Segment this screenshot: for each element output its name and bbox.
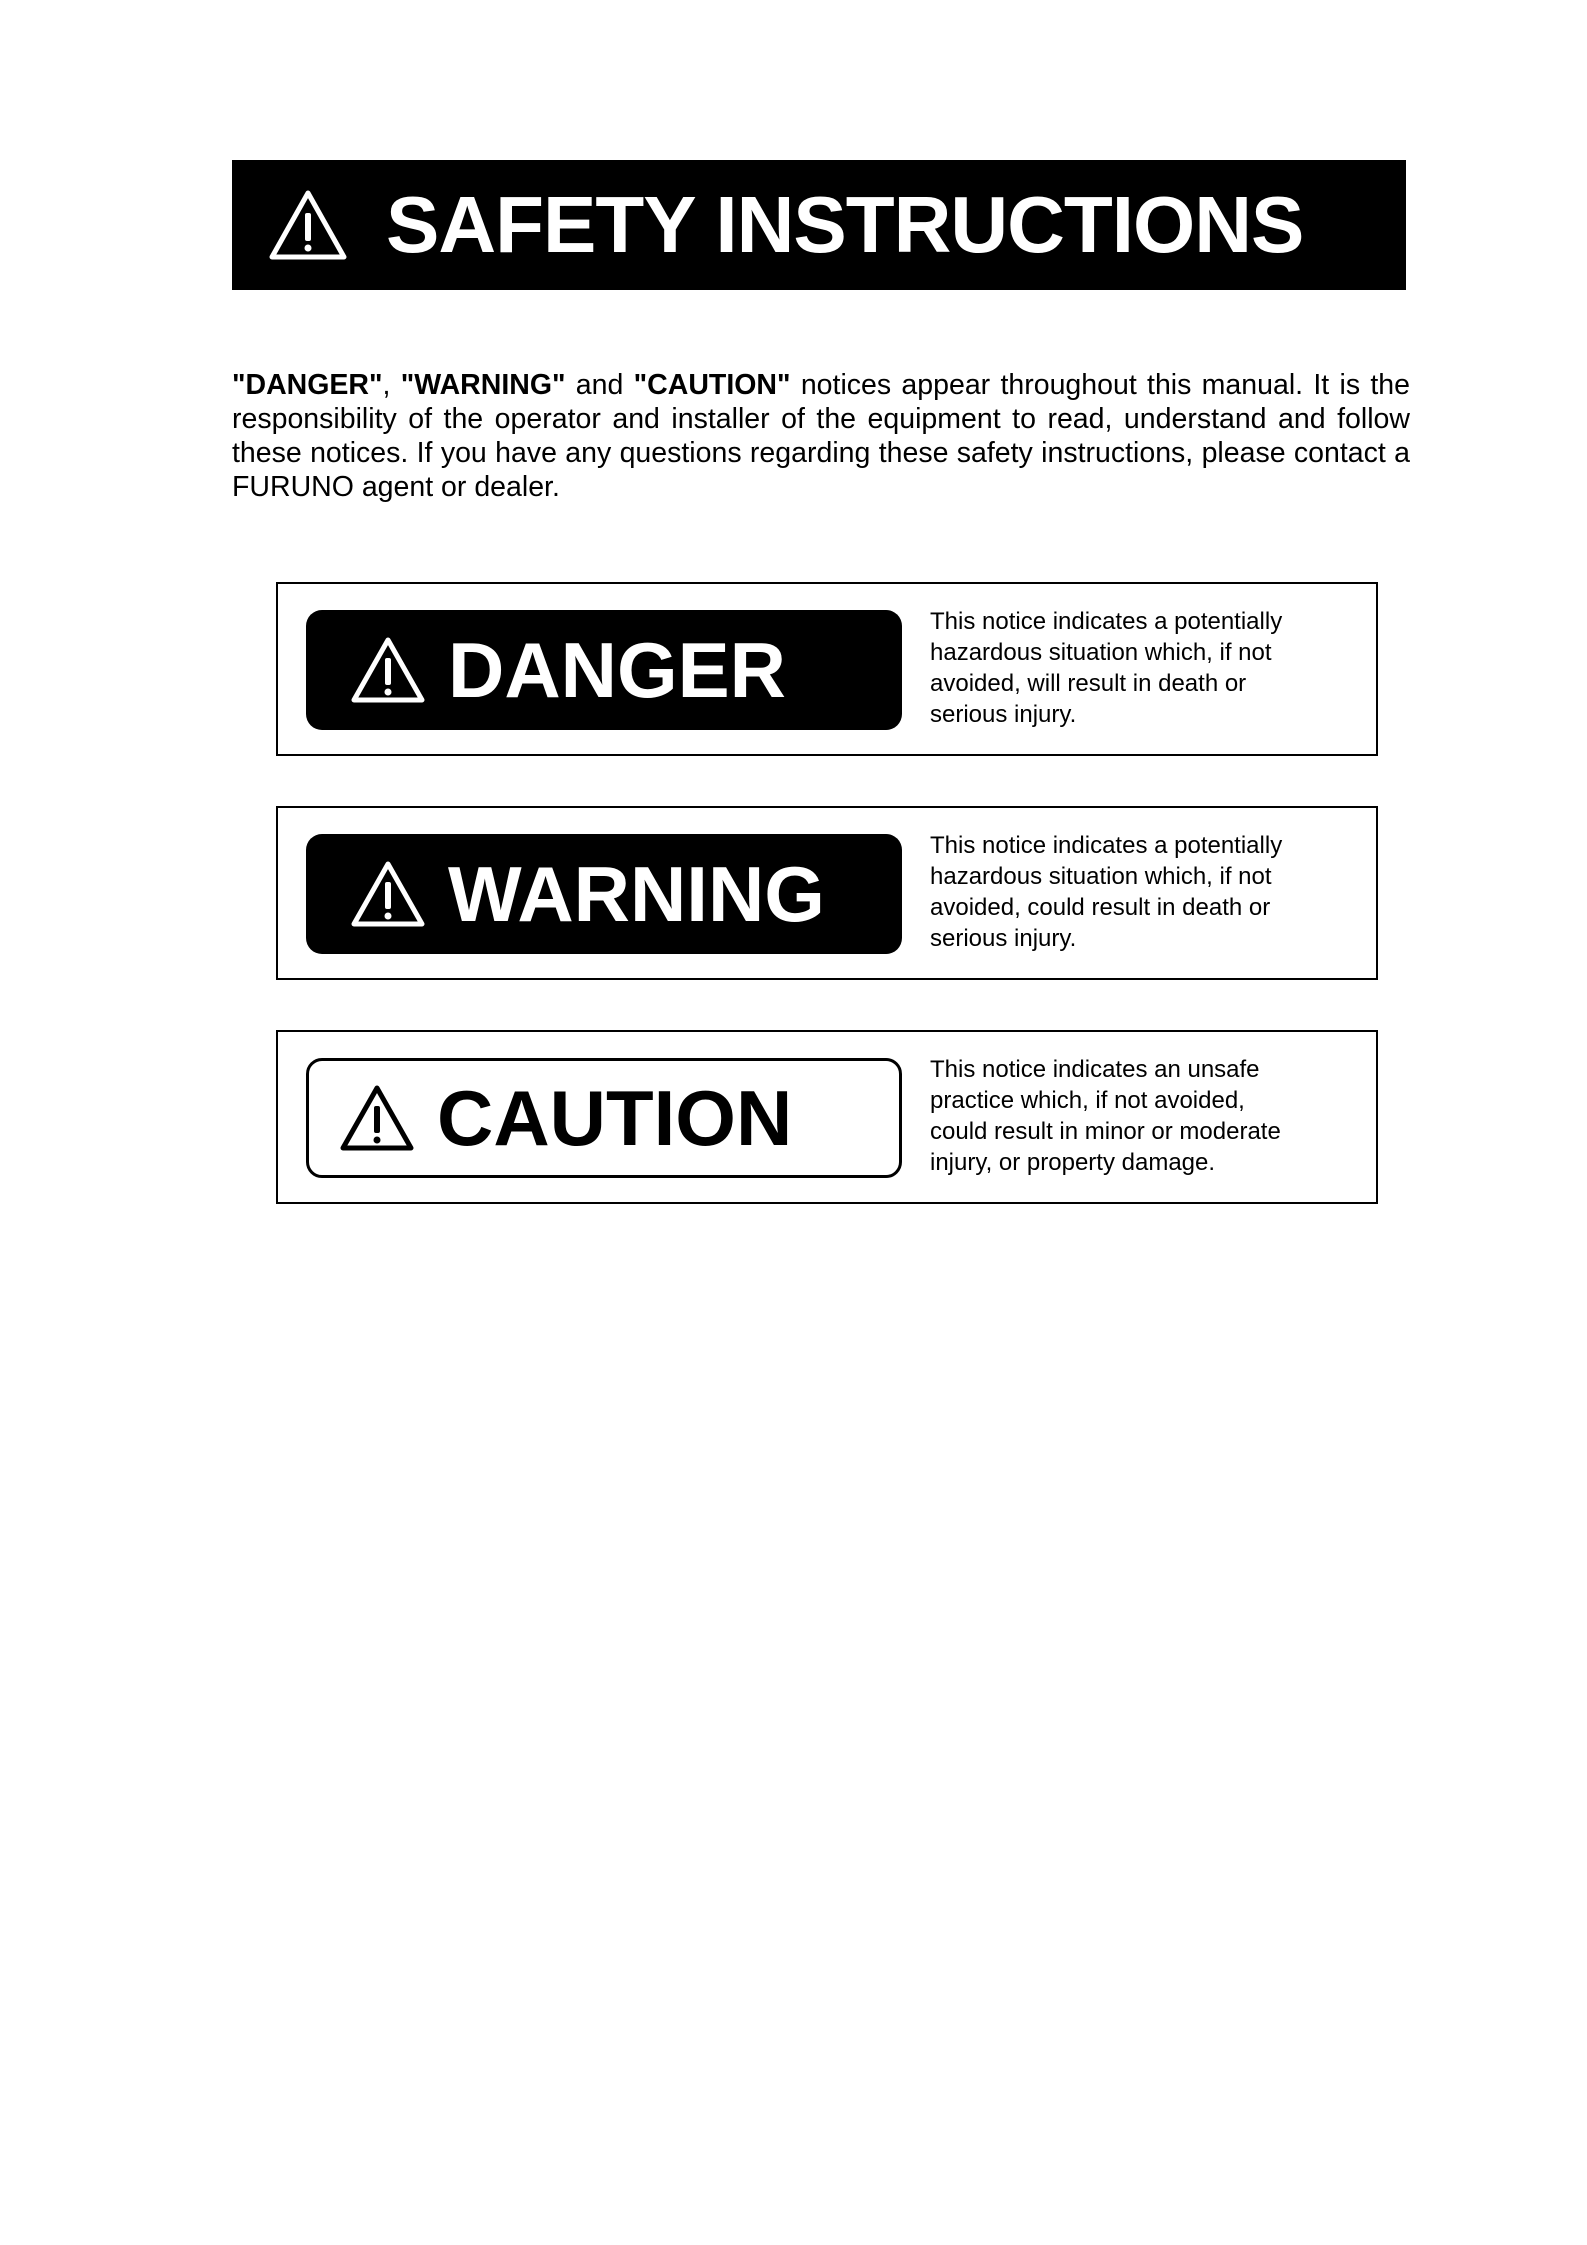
danger-label-text: DANGER (448, 626, 787, 714)
intro-danger-term: "DANGER" (232, 369, 383, 401)
caution-label-text: CAUTION (437, 1074, 793, 1162)
page-title: SAFETY INSTRUCTIONS (386, 180, 1304, 269)
danger-desc-line: avoided, will result in death or (930, 670, 1247, 697)
danger-desc-line: This notice indicates a potentially (930, 608, 1283, 635)
caution-notice (276, 1030, 1378, 1204)
warning-label-text: WARNING (448, 850, 825, 938)
danger-notice (276, 582, 1378, 756)
caution-desc-line: practice which, if not avoided, (930, 1087, 1245, 1114)
intro-sep-2: and (565, 369, 634, 401)
caution-desc-line: injury, or property damage. (930, 1149, 1216, 1176)
intro-warning-term: "WARNING" (400, 369, 566, 401)
warning-desc-line: avoided, could result in death or (930, 894, 1271, 921)
caution-desc-line: This notice indicates an unsafe (930, 1056, 1260, 1083)
warning-desc-line: This notice indicates a potentially (930, 832, 1283, 859)
danger-desc-line: hazardous situation which, if not (930, 639, 1272, 666)
intro-paragraph (232, 368, 1410, 504)
warning-triangle-icon (268, 189, 348, 261)
warning-label (306, 834, 902, 954)
warning-triangle-icon (350, 860, 426, 928)
warning-desc-line: serious injury. (930, 925, 1077, 952)
caution-label (306, 1058, 902, 1178)
danger-label (306, 610, 902, 730)
intro-sep-1: , (382, 369, 401, 401)
intro-body-text: notices appear throughout this manual. It is the responsibility of the operator and installer of the equipment to read, understand and follow these notices. If you have any questions regarding these safety instructions, please contact a FURUNO agent or dealer. (232, 369, 1411, 503)
caution-desc-line: could result in minor or moderate (930, 1118, 1281, 1145)
danger-desc-line: serious injury. (930, 701, 1077, 728)
warning-notice (276, 806, 1378, 980)
warning-description (930, 830, 1370, 954)
safety-instructions-header (232, 160, 1406, 290)
danger-description (930, 606, 1370, 730)
warning-triangle-icon (350, 636, 426, 704)
warning-triangle-icon (339, 1084, 415, 1152)
intro-caution-term: "CAUTION" (633, 369, 791, 401)
warning-desc-line: hazardous situation which, if not (930, 863, 1272, 890)
caution-description (930, 1054, 1370, 1178)
